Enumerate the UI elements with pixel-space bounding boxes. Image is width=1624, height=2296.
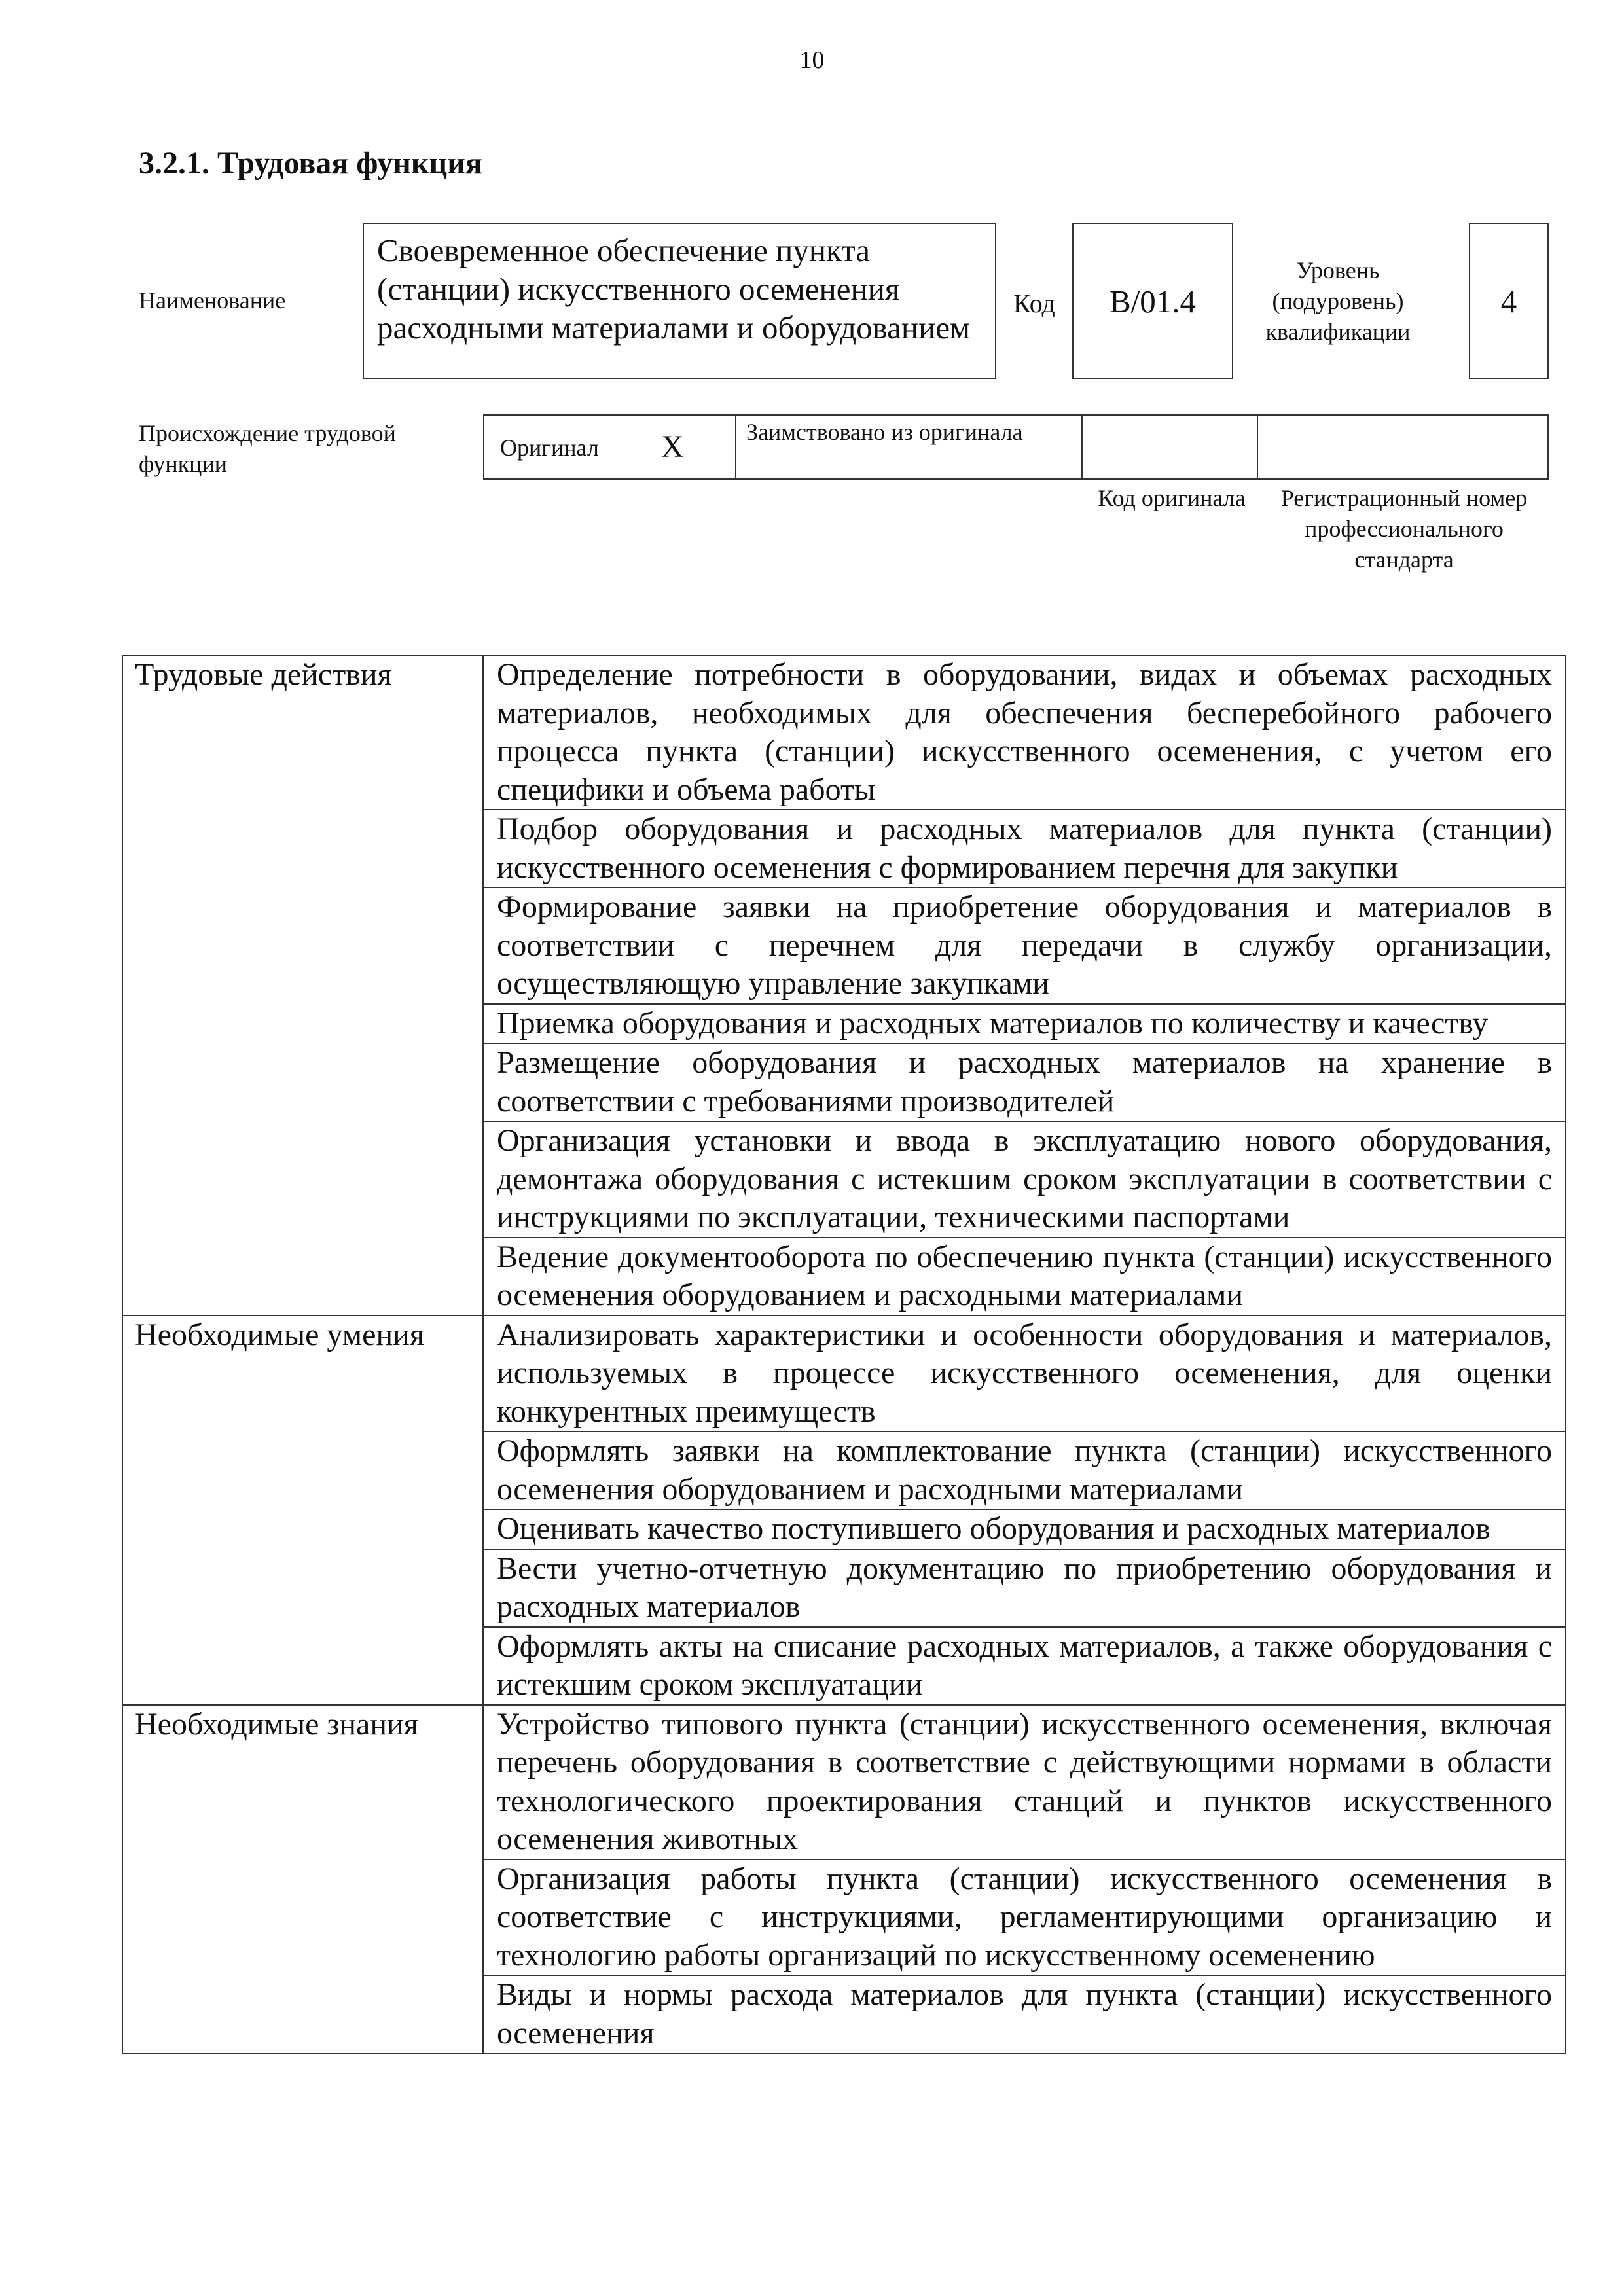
origin-divider	[1081, 416, 1083, 478]
table-row	[122, 1705, 1566, 1859]
item-cell: Размещение оборудования и расходных материалов на хранение в соответствии с требованиями производителей	[483, 1043, 1566, 1121]
item-cell: Ведение документооборота по обеспечению пункта (станции) искусственного осеменения оборудованием и расходными материалами	[483, 1238, 1566, 1316]
category-cell: Необходимые знания	[122, 1705, 483, 2054]
original-label: Оригинал	[500, 435, 599, 461]
function-name-value: Своевременное обеспечение пункта (станции) искусственного осеменения расходными материалами и оборудованием	[363, 223, 996, 379]
item-cell: Виды и нормы расхода материалов для пункта (станции) искусственного осеменения	[483, 1975, 1566, 2053]
origin-table	[483, 414, 1549, 480]
item-cell: Вести учетно-отчетную документацию по приобретению оборудования и расходных материалов	[483, 1549, 1566, 1627]
category-cell: Трудовые действия	[122, 655, 483, 1316]
item-cell: Подбор оборудования и расходных материалов для пункта (станции) искусственного осеменения с формированием перечня для закупки	[483, 810, 1566, 888]
item-cell: Устройство типового пункта (станции) искусственного осеменения, включая перечень оборудования в соответствие с действующими нормами в области технологического проектирования станций и пунктов искусственного осеменения животных	[483, 1705, 1566, 1859]
item-cell: Организация работы пункта (станции) искусственного осеменения в соответствие с инструкциями, регламентирующими организацию и технологию работы организаций по искусственному осеменению	[483, 1859, 1566, 1976]
page-number: 10	[799, 46, 825, 74]
name-label: Наименование	[139, 287, 286, 314]
item-cell: Оформлять акты на списание расходных материалов, а также оборудования с истекшим сроком эксплуатации	[483, 1627, 1566, 1705]
item-cell: Оценивать качество поступившего оборудования и расходных материалов	[483, 1509, 1566, 1549]
table-row	[122, 1316, 1566, 1432]
item-cell: Определение потребности в оборудовании, видах и объемах расходных материалов, необходимых для обеспечения бесперебойного рабочего процесса пункта (станции) искусственного осеменения, с учетом его специфики и объема работы	[483, 655, 1566, 810]
origin-label: Происхождение трудовой функции	[139, 420, 396, 477]
level-label: Уровень (подуровень) квалификации	[1265, 257, 1411, 345]
item-cell: Оформлять заявки на комплектование пункта (станции) искусственного осеменения оборудованием и расходными материалами	[483, 1431, 1566, 1509]
reg-number-caption: Регистрационный номер профессионального стандарта	[1280, 485, 1528, 573]
code-label: Код	[1013, 289, 1055, 318]
borrowed-label: Заимствовано из оригинала	[746, 419, 1023, 445]
table-row	[122, 655, 1566, 810]
competency-table	[122, 655, 1566, 2054]
function-code-value: B/01.4	[1072, 223, 1233, 379]
origin-divider	[735, 416, 736, 478]
category-cell: Необходимые умения	[122, 1316, 483, 1705]
item-cell: Организация установки и ввода в эксплуатацию нового оборудования, демонтажа оборудования с истекшим сроком эксплуатации в соответствии с инструкциями по эксплуатации, техническими паспортами	[483, 1121, 1566, 1238]
item-cell: Приемка оборудования и расходных материалов по количеству и качеству	[483, 1004, 1566, 1044]
item-cell: Анализировать характеристики и особенности оборудования и материалов, используемых в процессе искусственного осеменения, для оценки конкурентных преимуществ	[483, 1316, 1566, 1432]
code-original-caption: Код оригинала	[1098, 485, 1246, 511]
item-cell: Формирование заявки на приобретение оборудования и материалов в соответствии с перечнем для передачи в службу организации, осуществляющую управление закупками	[483, 888, 1566, 1004]
original-mark: X	[661, 429, 684, 464]
section-title: 3.2.1. Трудовая функция	[139, 146, 482, 181]
level-value: 4	[1469, 223, 1549, 379]
origin-divider	[1257, 416, 1258, 478]
